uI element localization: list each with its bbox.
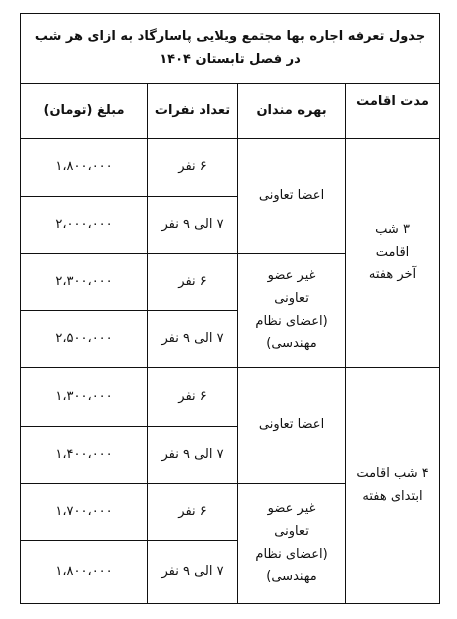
title-line-1: جدول تعرفه اجاره بها مجتمع ویلایی پاسارگاد به ازای هر شب (34, 28, 426, 44)
people-count: ۶ نفر (148, 484, 238, 541)
beneficiary-members: اعضا تعاونی (238, 139, 346, 254)
people-count: ۷ الی ۹ نفر (148, 541, 238, 604)
beneficiary-members: اعضا تعاونی (238, 368, 346, 484)
price: ۲،۵۰۰،۰۰۰ (21, 311, 148, 368)
beneficiary-line: غیر عضو (267, 501, 316, 516)
price: ۱،۳۰۰،۰۰۰ (21, 368, 148, 427)
people-count: ۷ الی ۹ نفر (148, 197, 238, 254)
header-beneficiary: بهره مندان (238, 84, 346, 139)
duration-line: آخر هفته (368, 267, 417, 283)
duration-line: ابتدای هفته (362, 488, 423, 504)
beneficiary-line: (اعضای نظام (255, 313, 328, 329)
beneficiary-line: مهندسی) (266, 336, 317, 352)
header-people-count: تعداد نفرات (148, 84, 238, 139)
beneficiary-line: تعاونی (274, 523, 309, 539)
people-count: ۷ الی ۹ نفر (148, 311, 238, 368)
duration-line: ۳ شب (375, 221, 410, 237)
beneficiary-line: (اعضای نظام (255, 546, 328, 562)
duration-cell-weekend (346, 139, 440, 368)
table-title (21, 14, 440, 84)
beneficiary-non-members (238, 254, 346, 368)
people-count: ۶ نفر (148, 368, 238, 427)
beneficiary-line: تعاونی (274, 290, 309, 306)
price: ۱،۴۰۰،۰۰۰ (21, 427, 148, 484)
header-amount: مبلغ (تومان) (21, 84, 148, 139)
price: ۱،۸۰۰،۰۰۰ (21, 541, 148, 604)
duration-line: ۴ شب اقامت (356, 465, 429, 481)
title-line-2: در فصل تابستان ۱۴۰۴ (159, 51, 301, 67)
duration-cell-weekday (346, 368, 440, 604)
price: ۱،۸۰۰،۰۰۰ (21, 139, 148, 197)
price: ۱،۷۰۰،۰۰۰ (21, 484, 148, 541)
price: ۲،۳۰۰،۰۰۰ (21, 254, 148, 311)
people-count: ۷ الی ۹ نفر (148, 427, 238, 484)
tariff-table (20, 13, 440, 604)
beneficiary-line: مهندسی) (266, 569, 317, 585)
beneficiary-non-members (238, 484, 346, 604)
header-duration: مدت اقامت (346, 84, 440, 139)
duration-line: اقامت (375, 244, 410, 260)
price: ۲،۰۰۰،۰۰۰ (21, 197, 148, 254)
people-count: ۶ نفر (148, 139, 238, 197)
beneficiary-line: غیر عضو (267, 268, 316, 283)
people-count: ۶ نفر (148, 254, 238, 311)
